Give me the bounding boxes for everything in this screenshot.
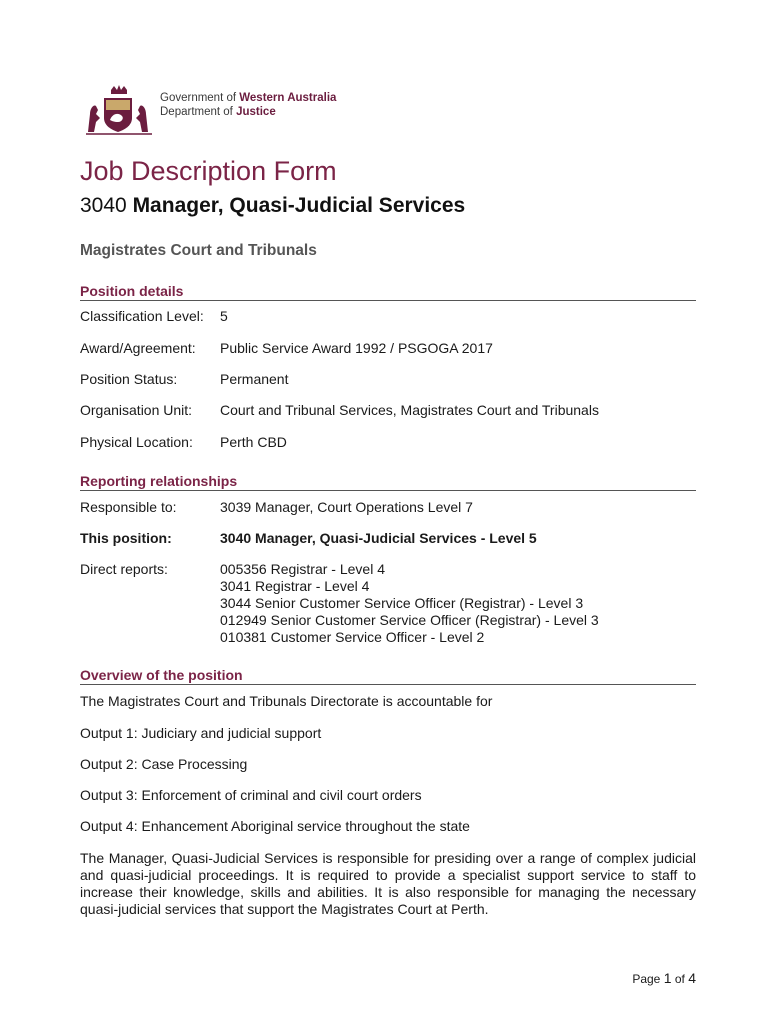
output-item: Output 3: Enforcement of criminal and civil court orders [80,787,422,803]
direct-report-item: 005356 Registrar - Level 4 [220,561,385,577]
award-value: Public Service Award 1992 / PSGOGA 2017 [220,340,493,356]
direct-report-item: 3044 Senior Customer Service Officer (Registrar) - Level 3 [220,595,584,611]
overview-paragraph: The Manager, Quasi-Judicial Services is responsible for presiding over a range of complex judicial and quasi-judicial proceedings. It is required to provide a specialist support service to staff to increase their knowledge, skills and abilities. It is also responsible for managing the necessary quasi-judicial services that support the Magistrates Court at Perth. [80,850,696,917]
status-label: Position Status: [80,371,178,387]
direct-report-item: 3041 Registrar - Level 4 [220,578,370,594]
page-number: Page 1 of 4 [632,970,696,986]
position-title: 3040 Manager, Quasi-Judicial Services [80,194,466,217]
location-label: Physical Location: [80,434,193,450]
this-position-value: 3040 Manager, Quasi-Judicial Services - Level 5 [220,530,537,546]
output-item: Output 4: Enhancement Aboriginal service throughout the state [80,818,470,834]
position-details-heading: Position details [80,283,696,301]
reporting-heading: Reporting relationships [80,473,696,491]
org-unit-value: Court and Tribunal Services, Magistrates Court and Tribunals [220,402,599,418]
overview-heading: Overview of the position [80,667,696,685]
direct-report-item: 012949 Senior Customer Service Officer (Registrar) - Level 3 [220,612,599,628]
location-value: Perth CBD [220,434,287,450]
responsible-to-value: 3039 Manager, Court Operations Level 7 [220,499,473,515]
classification-label: Classification Level: [80,308,204,324]
org-unit-label: Organisation Unit: [80,402,193,418]
department-line: Department of Justice [160,106,276,118]
overview-intro: The Magistrates Court and Tribunals Directorate is accountable for [80,693,493,709]
directorate-heading: Magistrates Court and Tribunals [80,242,317,259]
output-item: Output 2: Case Processing [80,756,248,772]
classification-value: 5 [220,308,228,324]
responsible-to-label: Responsible to: [80,499,177,515]
government-line: Government of Western Australia [160,92,337,104]
wa-crest-logo [84,84,154,136]
direct-reports-label: Direct reports: [80,561,168,577]
this-position-label: This position: [80,530,172,546]
direct-report-item: 010381 Customer Service Officer - Level 2 [220,629,485,645]
output-item: Output 1: Judiciary and judicial support [80,725,322,741]
status-value: Permanent [220,371,289,387]
document-title: Job Description Form [80,156,337,186]
award-label: Award/Agreement: [80,340,196,356]
